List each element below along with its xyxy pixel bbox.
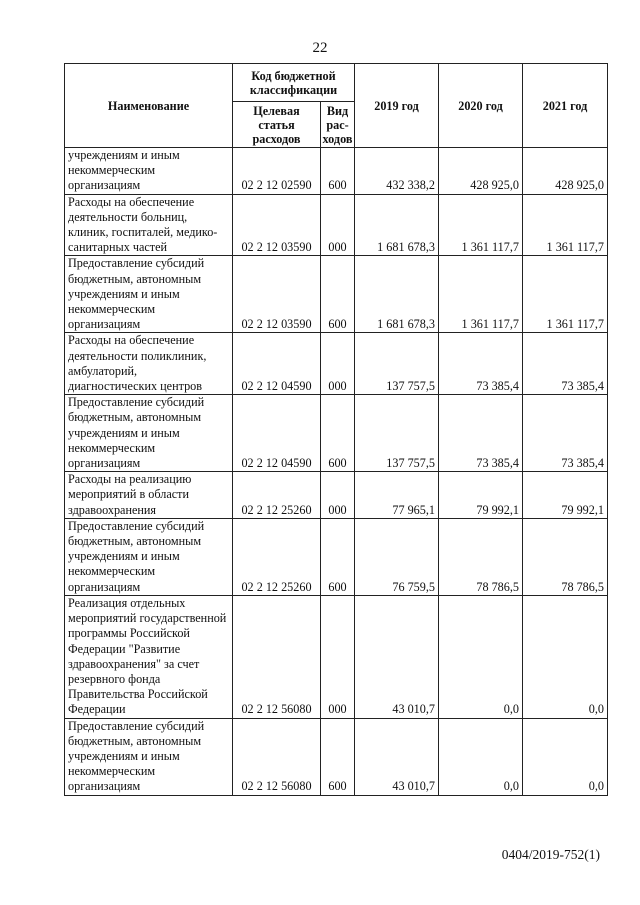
table-row — [65, 194, 608, 256]
row-name: Реализация отдельных мероприятий государственной программы Российской Федерации "Развитие здравоохранения" за счет резервного фонда Правительства Российской Федерации — [65, 595, 233, 718]
table-row — [65, 518, 608, 595]
amount-2020: 0,0 — [439, 595, 523, 718]
document-code: 0404/2019-752(1) — [501, 847, 600, 862]
expense-type-code: 000 — [321, 595, 355, 718]
target-item-code: 02 2 12 04590 — [233, 333, 321, 395]
expense-type-code: 600 — [321, 256, 355, 333]
target-item-code: 02 2 12 03590 — [233, 194, 321, 256]
amount-2019: 137 757,5 — [355, 395, 439, 472]
row-name: Предоставление субсидий бюджетным, автономным учреждениям и иным некоммерческим организациям — [65, 256, 233, 333]
table-row — [65, 472, 608, 519]
amount-2020: 73 385,4 — [439, 395, 523, 472]
expense-type-code: 000 — [321, 194, 355, 256]
amount-2020: 428 925,0 — [439, 148, 523, 195]
expense-type-code: 600 — [321, 395, 355, 472]
target-item-code: 02 2 12 03590 — [233, 256, 321, 333]
row-name: Расходы на реализацию мероприятий в области здравоохранения — [65, 472, 233, 519]
expense-type-code: 600 — [321, 518, 355, 595]
amount-2020: 78 786,5 — [439, 518, 523, 595]
expense-type-code: 000 — [321, 333, 355, 395]
table-row — [65, 256, 608, 333]
header-budget-code: Код бюджетной классификации — [233, 64, 355, 102]
header-expense-type: Вид рас-ходов — [321, 102, 355, 148]
header-name: Наименование — [65, 64, 233, 148]
table-row — [65, 718, 608, 795]
amount-2020: 73 385,4 — [439, 333, 523, 395]
header-target-item: Целевая статья расходов — [233, 102, 321, 148]
amount-2021: 1 361 117,7 — [523, 194, 608, 256]
row-name: Расходы на обеспечение деятельности больниц, клиник, госпиталей, медико-санитарных частей — [65, 194, 233, 256]
budget-table — [64, 63, 608, 796]
table-row — [65, 395, 608, 472]
amount-2020: 79 992,1 — [439, 472, 523, 519]
amount-2019: 43 010,7 — [355, 595, 439, 718]
amount-2019: 77 965,1 — [355, 472, 439, 519]
row-name: Предоставление субсидий бюджетным, автономным учреждениям и иным некоммерческим организациям — [65, 518, 233, 595]
amount-2021: 79 992,1 — [523, 472, 608, 519]
amount-2021: 73 385,4 — [523, 333, 608, 395]
amount-2019: 43 010,7 — [355, 718, 439, 795]
amount-2020: 1 361 117,7 — [439, 194, 523, 256]
amount-2019: 432 338,2 — [355, 148, 439, 195]
amount-2019: 1 681 678,3 — [355, 194, 439, 256]
target-item-code: 02 2 12 56080 — [233, 595, 321, 718]
amount-2021: 1 361 117,7 — [523, 256, 608, 333]
target-item-code: 02 2 12 04590 — [233, 395, 321, 472]
table-row — [65, 333, 608, 395]
amount-2021: 73 385,4 — [523, 395, 608, 472]
amount-2019: 1 681 678,3 — [355, 256, 439, 333]
row-name: учреждениям и иным некоммерческим организациям — [65, 148, 233, 195]
expense-type-code: 600 — [321, 718, 355, 795]
table-row — [65, 595, 608, 718]
target-item-code: 02 2 12 25260 — [233, 518, 321, 595]
target-item-code: 02 2 12 02590 — [233, 148, 321, 195]
amount-2020: 0,0 — [439, 718, 523, 795]
target-item-code: 02 2 12 56080 — [233, 718, 321, 795]
table-row — [65, 148, 608, 195]
header-year-2020: 2020 год — [439, 64, 523, 148]
amount-2021: 0,0 — [523, 718, 608, 795]
amount-2021: 428 925,0 — [523, 148, 608, 195]
expense-type-code: 000 — [321, 472, 355, 519]
amount-2019: 137 757,5 — [355, 333, 439, 395]
target-item-code: 02 2 12 25260 — [233, 472, 321, 519]
row-name: Предоставление субсидий бюджетным, автономным учреждениям и иным некоммерческим организациям — [65, 718, 233, 795]
row-name: Предоставление субсидий бюджетным, автономным учреждениям и иным некоммерческим организациям — [65, 395, 233, 472]
amount-2021: 0,0 — [523, 595, 608, 718]
row-name: Расходы на обеспечение деятельности поликлиник, амбулаторий, диагностических центров — [65, 333, 233, 395]
amount-2020: 1 361 117,7 — [439, 256, 523, 333]
amount-2019: 76 759,5 — [355, 518, 439, 595]
expense-type-code: 600 — [321, 148, 355, 195]
amount-2021: 78 786,5 — [523, 518, 608, 595]
page-number: 22 — [312, 40, 328, 56]
header-year-2019: 2019 год — [355, 64, 439, 148]
header-year-2021: 2021 год — [523, 64, 608, 148]
